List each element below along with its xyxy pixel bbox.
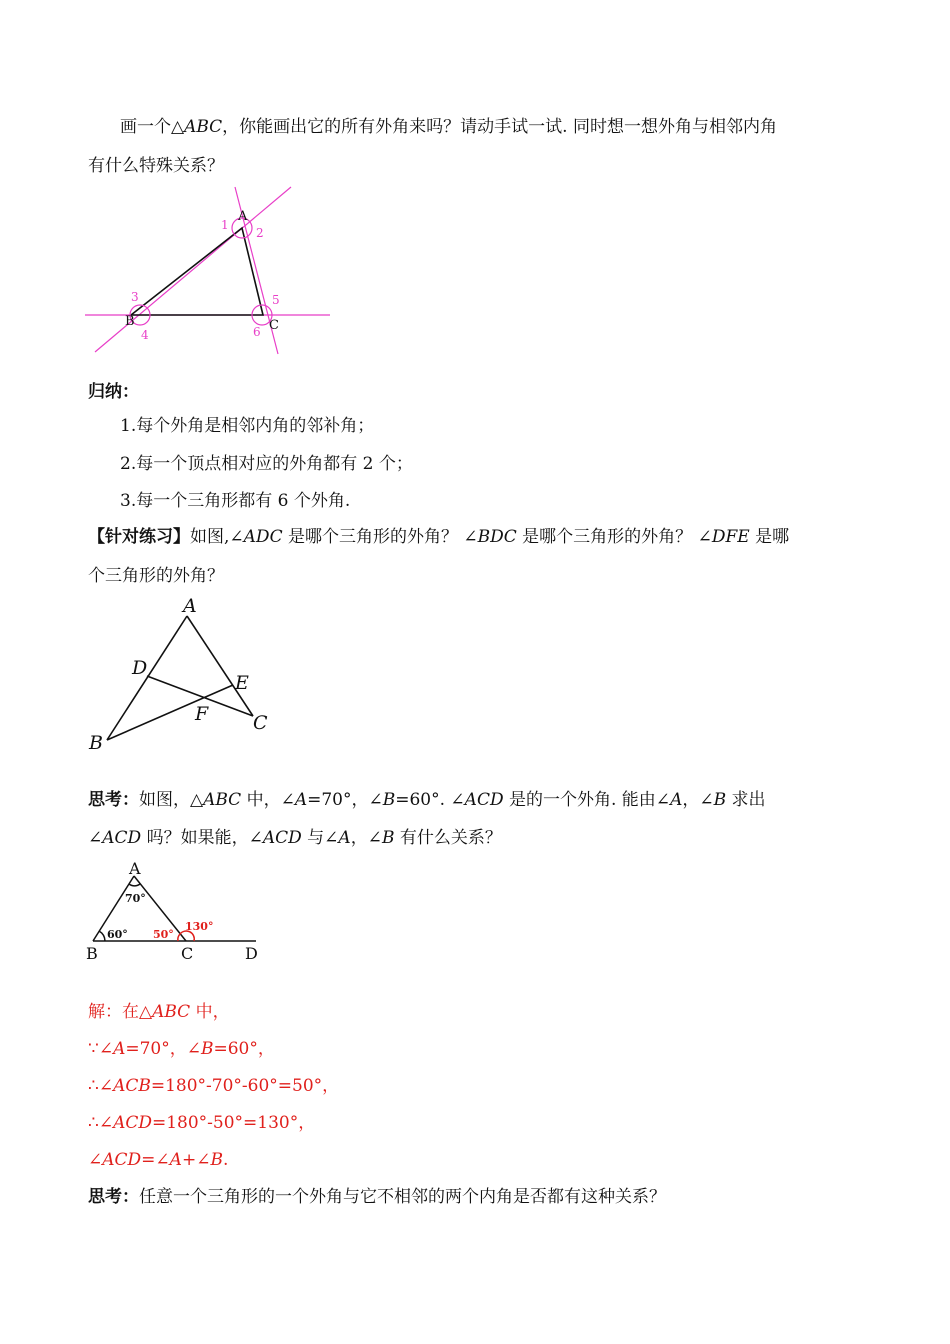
intro-text: 画一个△ — [120, 117, 185, 137]
summary-item-3: 3.每一个三角形都有 6 个外角. — [120, 491, 351, 511]
think2-line — [88, 1187, 666, 1207]
practice-label: 【针对练习】 — [88, 527, 190, 547]
figure-exterior-angles — [85, 182, 335, 357]
angle-label-5: 5 — [272, 293, 280, 307]
solution-text: ∠ — [88, 1150, 103, 1170]
vertex-a: A — [129, 859, 141, 878]
intro-line-1 — [120, 117, 777, 137]
angle-dfe: DFE — [711, 527, 750, 547]
think-text: 是的一个外角. 能由∠ — [503, 790, 671, 810]
math-var: ACD — [102, 1150, 142, 1170]
angle-bdc: BDC — [477, 527, 517, 547]
math-var: A — [169, 1150, 182, 1170]
practice-text: 是哪 — [749, 527, 790, 547]
label-b: B — [89, 732, 103, 754]
practice-line-2: 个三角形的外角？ — [88, 566, 224, 586]
think-label: 思考： — [88, 1187, 139, 1207]
figure-practice-triangle — [85, 592, 285, 757]
vertex-d: D — [245, 944, 258, 963]
math-var: ACD — [464, 790, 504, 810]
think-text: =70°，∠ — [307, 790, 383, 810]
figure-exterior-angle-acd — [85, 858, 265, 968]
think-label: 思考： — [88, 790, 139, 810]
triangle-abc — [131, 228, 263, 315]
math-var: B — [210, 1150, 223, 1170]
angle-acb-arc — [178, 934, 180, 941]
angle-label-6: 6 — [253, 325, 261, 339]
vertex-b-label: B — [125, 314, 135, 329]
solution-text: ∵∠ — [88, 1039, 114, 1059]
math-var: ACD — [113, 1113, 152, 1133]
math-var: ACB — [113, 1076, 151, 1096]
vertex-a-label: A — [238, 209, 248, 224]
angle-acd-value: 130° — [185, 920, 214, 933]
label-d: D — [132, 657, 148, 679]
think-text: ，∠ — [350, 828, 382, 848]
angle-a-arc — [129, 884, 140, 886]
practice-text: 是哪个三角形的外角？ ∠ — [516, 527, 712, 547]
solution-text: ∴∠ — [88, 1113, 114, 1133]
math-var: B — [200, 1039, 214, 1059]
solution-text: =180°-70°-60°=50°， — [150, 1076, 340, 1096]
angle-acb-value: 50° — [153, 928, 174, 941]
math-var: B — [713, 790, 727, 810]
extended-lines — [85, 187, 330, 354]
math-var: A — [294, 790, 308, 810]
math-var: ACD — [102, 828, 142, 848]
solution-text: =70°，∠ — [125, 1039, 201, 1059]
vertex-c-label: C — [269, 318, 279, 333]
practice-line-1 — [88, 527, 789, 547]
solution-text: =180°-50°=130°， — [151, 1113, 316, 1133]
solution-line-3 — [88, 1076, 339, 1096]
angle-label-4: 4 — [141, 328, 149, 342]
think-text: 与∠ — [301, 828, 339, 848]
angle-label-3: 3 — [131, 290, 139, 304]
math-var: A — [670, 790, 683, 810]
solution-line-4 — [88, 1113, 315, 1133]
practice-text: 是哪个三角形的外角？ ∠ — [282, 527, 478, 547]
think-text: =60°. ∠ — [395, 790, 465, 810]
think1-line-1 — [88, 790, 766, 810]
math-var: A — [113, 1039, 126, 1059]
math-var: B — [381, 828, 395, 848]
triangle-name: ABC — [184, 117, 223, 137]
math-var: ABC — [152, 1002, 191, 1022]
angle-adc: ADC — [243, 527, 283, 547]
solution-text: =60°， — [213, 1039, 275, 1059]
angle-a-value: 70° — [125, 892, 146, 905]
math-var: B — [382, 790, 396, 810]
summary-item-1: 1.每个外角是相邻内角的邻补角； — [120, 416, 375, 436]
think-text: 吗？如果能，∠ — [141, 828, 263, 848]
think-text: 中，∠ — [241, 790, 295, 810]
solution-text: =∠ — [141, 1150, 170, 1170]
solution-text: +∠ — [181, 1150, 211, 1170]
label-e: E — [235, 672, 249, 694]
label-a: A — [183, 595, 197, 617]
angle-b-arc — [99, 931, 105, 941]
angle-b-value: 60° — [107, 928, 128, 941]
summary-item-2: 2.每一个顶点相对应的外角都有 2 个； — [120, 454, 413, 474]
solution-line-2 — [88, 1039, 275, 1059]
think-text: ∠ — [88, 828, 103, 848]
solution-text: ∴∠ — [88, 1076, 114, 1096]
think-text: 如图，△ — [139, 790, 204, 810]
label-f: F — [195, 703, 209, 725]
solution-text: 中， — [190, 1002, 230, 1022]
math-var: ABC — [203, 790, 242, 810]
think-text: 有什么关系？ — [394, 828, 502, 848]
math-var: ACD — [262, 828, 302, 848]
practice-text: 如图,∠ — [190, 527, 244, 547]
solution-line-5 — [88, 1150, 228, 1170]
think-text: 任意一个三角形的一个外角与它不相邻的两个内角是否都有这种关系？ — [139, 1187, 666, 1207]
solution-text: . — [222, 1150, 229, 1170]
think-text: ，∠ — [682, 790, 714, 810]
angle-arcs — [130, 218, 272, 325]
math-var: A — [338, 828, 351, 848]
vertex-b: B — [86, 944, 98, 963]
think-text: 求出 — [726, 790, 766, 810]
intro-text: ，你能画出它的所有外角来吗？请动手试一试. 同时想一想外角与相邻内角 — [222, 117, 777, 137]
segment-be — [107, 685, 233, 740]
think1-line-2 — [88, 828, 502, 848]
angle-label-2: 2 — [256, 226, 264, 240]
summary-heading: 归纳： — [88, 382, 139, 402]
label-c: C — [253, 712, 268, 734]
intro-line-2: 有什么特殊关系？ — [88, 156, 224, 176]
vertex-c: C — [181, 944, 194, 963]
angle-label-1: 1 — [221, 218, 229, 232]
solution-line-1 — [88, 1002, 230, 1022]
solution-text: 解：在△ — [88, 1002, 153, 1022]
